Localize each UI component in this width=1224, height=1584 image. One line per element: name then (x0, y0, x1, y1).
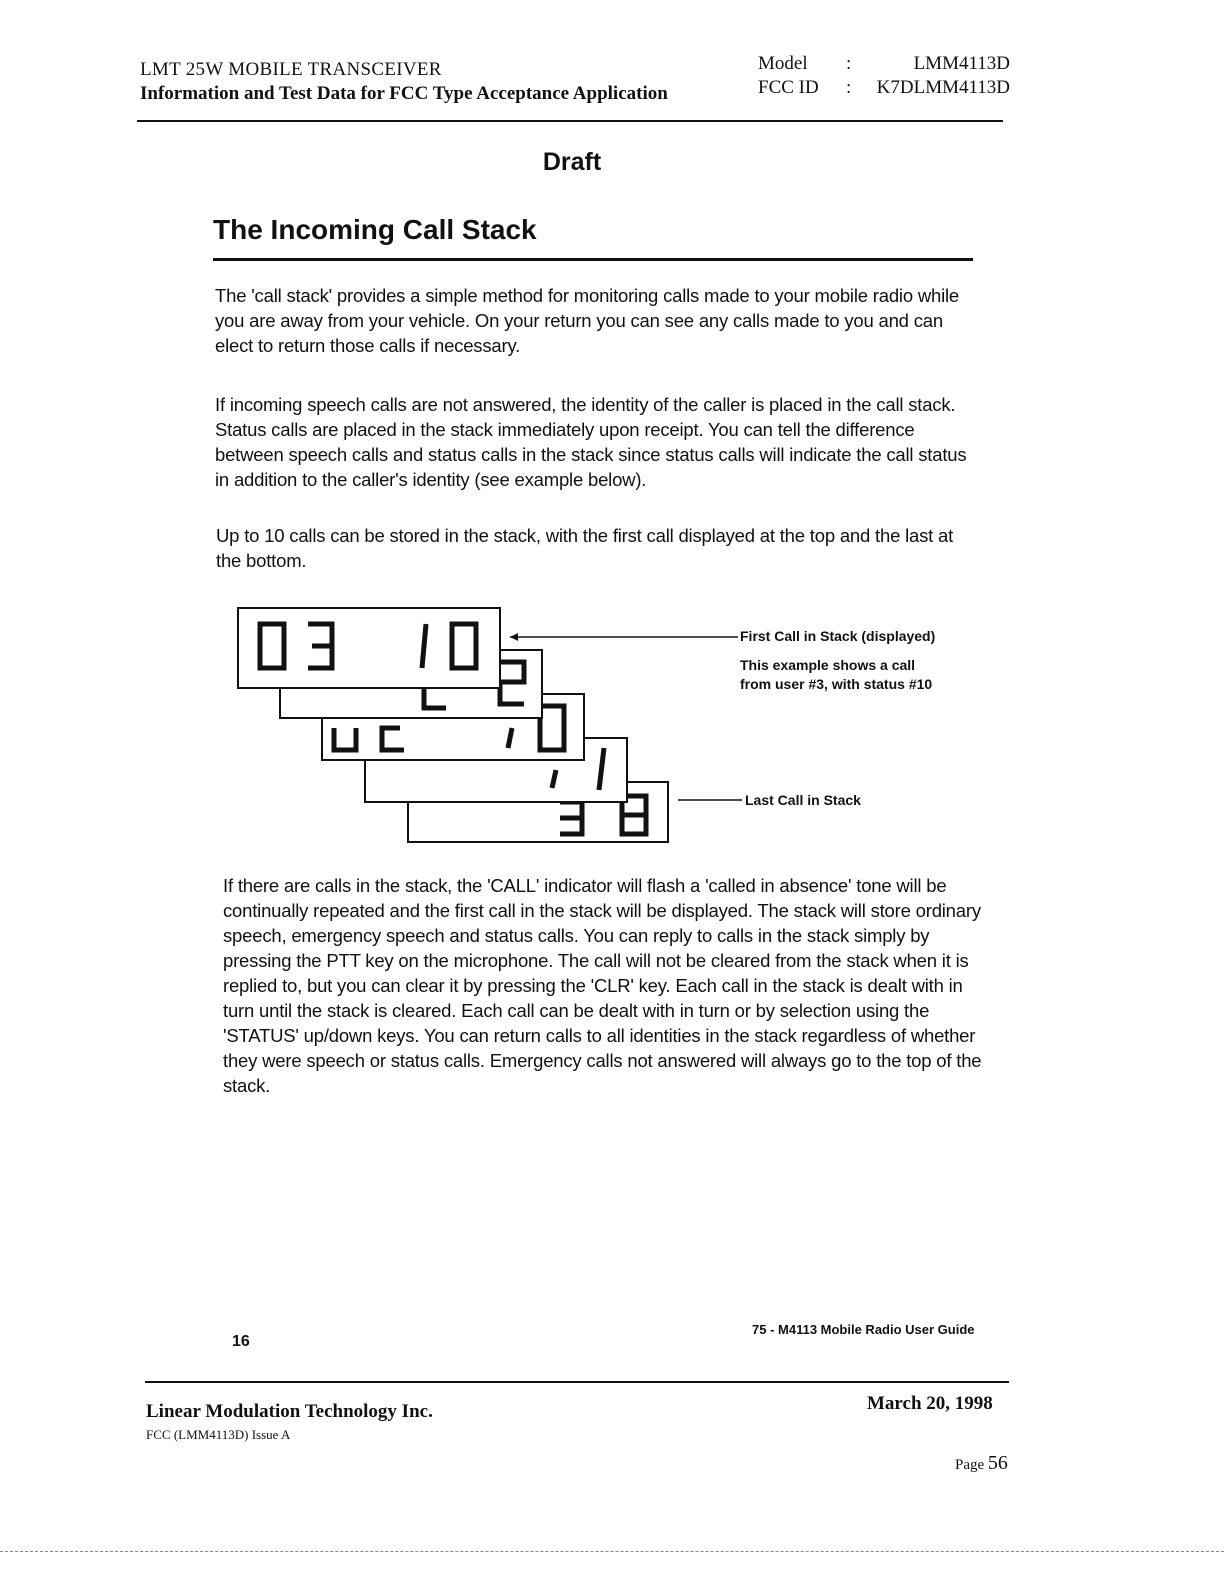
example-line-1: This example shows a call (740, 657, 916, 673)
example-line-2: from user #3, with status #10 (740, 676, 933, 692)
document-header-left (140, 58, 668, 106)
model-label: Model (758, 53, 808, 74)
scan-artifact-line (0, 1551, 1224, 1552)
document-title: LMT 25W MOBILE TRANSCEIVER (140, 59, 442, 80)
paragraph-speech-status: If incoming speech calls are not answered, the identity of the caller is placed in the call stack. Status calls are placed in the stack immediately upon receipt. You can tell the difference between speech calls and status calls in the stack since status calls will indicate the call status in addition to the caller's identity (see example below). (215, 394, 967, 490)
section-title-underline (213, 258, 973, 261)
header-divider (137, 120, 1003, 122)
section-title: The Incoming Call Stack (213, 214, 537, 245)
issue-label: FCC (LMM4113D) Issue A (146, 1427, 291, 1442)
guide-reference: 75 - M4113 Mobile Radio User Guide (752, 1322, 975, 1337)
fccid-label: FCC ID (758, 77, 819, 98)
model-row (758, 52, 1010, 76)
footer-left (146, 1401, 433, 1443)
footer-date: March 20, 1998 (867, 1393, 993, 1414)
model-separator: : (846, 53, 852, 74)
paragraph-capacity: Up to 10 calls can be stored in the stack, with the first call displayed at the top and the last at the bottom. (216, 525, 954, 571)
paragraph-call-handling: If there are calls in the stack, the 'CALL' indicator will flash a 'called in absence' tone will be continually repeated and the first call in the stack will be displayed. The stack will store ordinary speech, emergency speech and status calls. You can reply to calls in the stack simply by pressing the PTT key on the microphone. The call will not be cleared from the stack when it is replied to, but you can clear it by pressing the 'CLR' key. Each call in the stack is dealt with in turn until the stack is cleared. Each call can be dealt with in turn or by selection using the 'STATUS' up/down keys. You can return calls to all identities in the stack regardless of whether they were speech or status calls. Emergency calls not answered will always go to the top of the stack. (223, 875, 982, 1096)
draft-label: Draft (542, 148, 602, 176)
footer-page (955, 1452, 1008, 1475)
first-call-label: First Call in Stack (displayed) (740, 628, 936, 644)
page-value: 56 (987, 1452, 1008, 1474)
document-header-right (758, 52, 1010, 100)
page-label: Page (955, 1457, 985, 1473)
model-value: LMM4113D (913, 53, 1010, 74)
last-call-label: Last Call in Stack (745, 792, 861, 808)
paragraph-intro: The 'call stack' provides a simple method for monitoring calls made to your mobile radio while you are away from your vehicle. On your return you can see any calls made to you and can elect to return those calls if necessary. (215, 285, 960, 356)
arrow-icon (510, 633, 518, 641)
fccid-value: K7DLMM4113D (876, 77, 1010, 98)
footer-divider (145, 1381, 1009, 1383)
document-subtitle: Information and Test Data for FCC Type Acceptance Application (140, 83, 668, 104)
fccid-row (758, 76, 1010, 100)
company-name: Linear Modulation Technology Inc. (146, 1401, 433, 1422)
fccid-separator: : (846, 77, 852, 98)
example-description (740, 656, 932, 694)
stack-card-top (238, 608, 500, 688)
manual-page-number: 16 (232, 1333, 250, 1350)
